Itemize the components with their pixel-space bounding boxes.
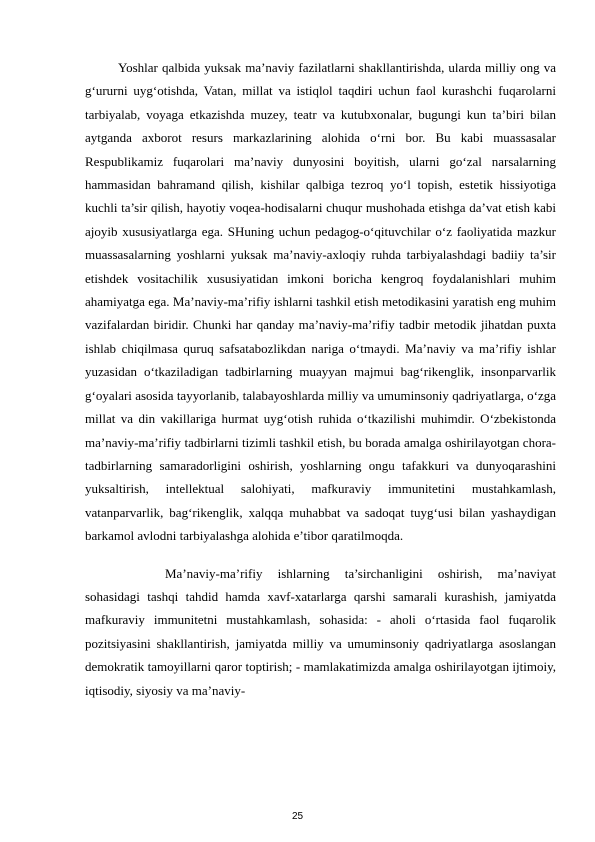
paragraph-1: Yoshlar qalbida yuksak ma’naviy fazilatlarni shakllantirishda, ularda milliy ong va g‘ururni uyg‘otishda, Vatan, millat va istiqlol taqdiri uchun faol kurashchi fuqarolarni tarbiyalab, voyaga etkazishda muzey, teatr va kutubxonalar, bugungi kun ta’biri bilan aytganda axborot resurs markazlarining alohida o‘rni bor. Bu kabi muassasalar Respublikamiz fuqarolari ma’naviy dunyosini boyitish, ularni go‘zal narsalarning hammasidan bahramand qilish, kishilar qalbiga tezroq yo‘l topish, estetik hissiyotiga kuchli ta’sir qilish, hayotiy voqea-hodisalarni chuqur mushohada etishga da’vat etish kabi ajoyib xususiyatlarga ega. SHuning uchun pedagog-o‘qituvchilar o‘z faoliyatida mazkur muassasalarning yoshlarni yuksak ma’naviy-axloqiy ruhda tarbiyalashdagi badiiy ta’sir etishdek vositachilik xususiyatidan imkoni boricha kengroq foydalanishlari muhim ahamiyatga ega. Ma’naviy-ma’rifiy ishlarni tashkil etish metodikasini yaratish eng muhim vazifalardan biridir. Chunki har qanday ma’naviy-ma’rifiy tadbir metodik jihatdan puxta ishlab chiqilmasa quruq safsatabozlikdan nariga o‘tmaydi. Ma’naviy va ma’rifiy ishlar yuzasidan o‘tkaziladigan tadbirlarning muayyan majmui bag‘rikenglik, insonparvarlik g‘oyalari asosida tayyorlanib, talabayoshlarda milliy va umuminsoniy qadriyatlarga, o‘zga millat va din vakillariga hurmat uyg‘otish ruhida o‘tkazilishi muhimdir. O‘zbekistonda ma’naviy-ma’rifiy tadbirlarni tizimli tashkil etish, bu borada amalga oshirilayotgan chora-tadbirlarning samaradorligini oshirish, yoshlarning ongu tafakkuri va dunyoqarashini yuksaltirish, intellektual salohiyati, mafkuraviy immunitetini mustahkamlash, vatanparvarlik, bag‘rikenglik, xalqqa muhabbat va sadoqat tuyg‘usi bilan yashaydigan barkamol avlodni tarbiyalashga alohida e’tibor qaratilmoqda. [85, 60, 556, 544]
page-number: 25 [291, 811, 304, 822]
paragraph-2: Ma’naviy-ma’rifiy ishlarning ta’sirchanligini oshirish, ma’naviyat sohasidagi tashqi tahdid hamda xavf-xatarlarga qarshi samarali kurashish, jamiyatda mafkuraviy immunitetni mustahkamlash, sohasida: - aholi o‘rtasida faol fuqarolik pozitsiyasini shakllantirish, jamiyatda milliy va umuminsoniy qadriyatlarga asoslangan demokratik tamoyillarni qaror toptirish; - mamlakatimizda amalga oshirilayotgan ijtimoiy, iqtisodiy, siyosiy va ma’naviy- [85, 565, 556, 698]
document-page [85, 56, 556, 702]
